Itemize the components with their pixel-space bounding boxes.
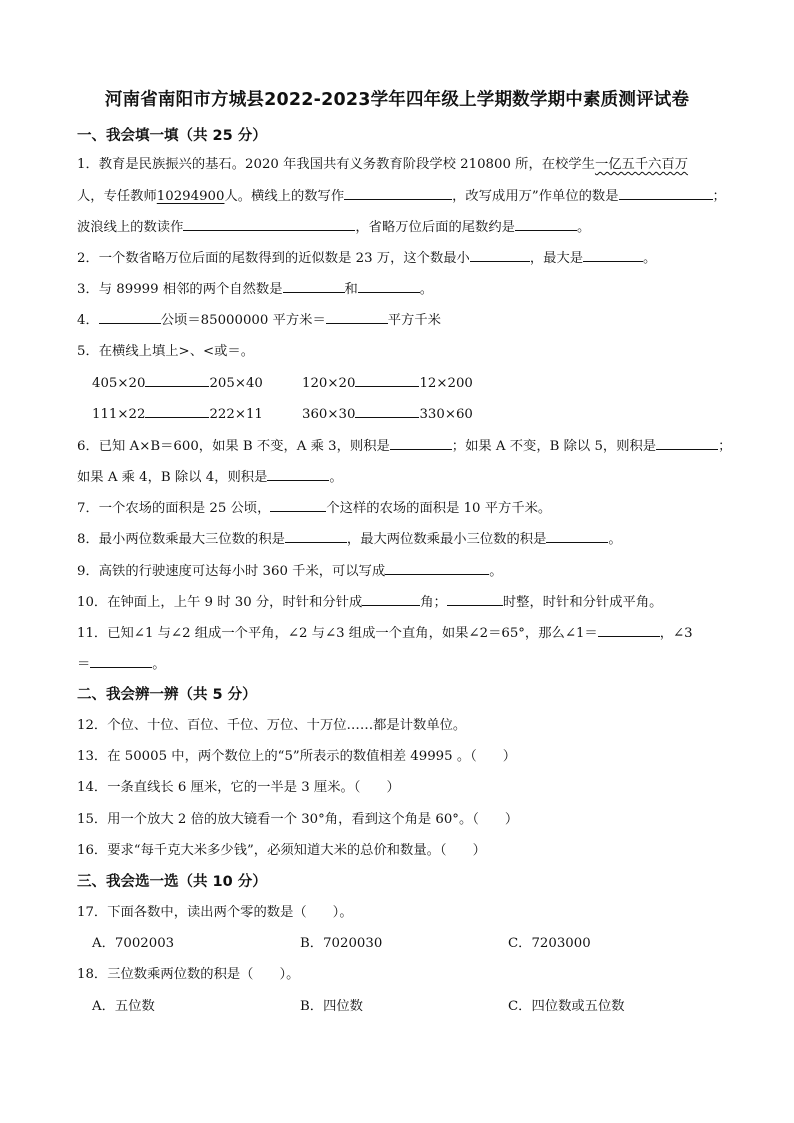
question-17: 17．下面各数中，读出两个零的数是（ ）。 xyxy=(77,905,353,920)
question-1-line-3: 波浪线上的数读作 ，省略万位后面的尾数约是 。 xyxy=(77,217,590,238)
wavy-underlined-number: 一亿五千六百万 xyxy=(594,157,689,172)
answer-blank[interactable] xyxy=(183,217,355,231)
question-7: 7．一个农场的面积是 25 公顷， 个这样的农场的面积是 10 平方千米。 xyxy=(77,498,551,519)
answer-blank[interactable] xyxy=(355,404,419,418)
section-heading-fill: 一、我会填一填（共 25 分） xyxy=(77,128,267,144)
option-c[interactable]: C．四位数或五位数 xyxy=(508,999,625,1014)
question-18: 18．三位数乘两位数的积是（ ）。 xyxy=(77,967,300,982)
question-9: 9．高铁的行驶速度可达每小时 360 千米，可以写成 。 xyxy=(77,561,503,582)
judge-question: 14．一条直线长 6 厘米，它的一半是 3 厘米。（ ） xyxy=(77,780,400,795)
page-title: 河南省南阳市方城县2022-2023学年四年级上学期数学期中素质测评试卷 xyxy=(104,90,690,110)
answer-blank[interactable] xyxy=(515,217,577,231)
option-c[interactable]: C．7203000 xyxy=(508,936,591,951)
question-1-line-2: 人，专任教师10294900人。横线上的数写作 ，改写成用万”作单位的数是 ； xyxy=(77,186,726,207)
answer-blank[interactable] xyxy=(546,529,608,543)
question-5: 5．在横线上填上>、<或＝。 xyxy=(77,344,255,359)
option-a[interactable]: A．五位数 xyxy=(92,999,155,1014)
answer-blank[interactable] xyxy=(270,498,326,512)
question-3: 3．与 89999 相邻的两个自然数是 和 。 xyxy=(77,279,433,300)
option-b[interactable]: B．四位数 xyxy=(300,999,363,1014)
answer-blank[interactable] xyxy=(385,561,489,575)
underlined-number: 10294900 xyxy=(156,189,225,204)
answer-blank[interactable] xyxy=(598,623,660,637)
question-1-line-1: 1．教育是民族振兴的基石。2020 年我国共有义务教育阶段学校 210800 所，在校学生一亿五千六百万 xyxy=(77,157,689,172)
judge-question: 12．个位、十位、百位、千位、万位、十万位……都是计数单位。 xyxy=(77,718,467,733)
answer-blank[interactable] xyxy=(99,310,161,324)
question-11-line-2: ＝ 。 xyxy=(77,654,166,675)
option-b[interactable]: B．7020030 xyxy=(300,936,383,951)
answer-blank[interactable] xyxy=(358,279,420,293)
compare-item: 111×22 222×11 xyxy=(92,404,263,425)
option-a[interactable]: A．7002003 xyxy=(92,936,175,951)
answer-blank[interactable] xyxy=(285,529,347,543)
question-2: 2．一个数省略万位后面的尾数得到的近似数是 23 万，这个数最小 ，最大是 。 xyxy=(77,248,656,269)
answer-blank[interactable] xyxy=(362,592,420,606)
question-6-line-2: 如果 A 乘 4，B 除以 4，则积是 。 xyxy=(77,467,343,488)
question-6-line-1: 6．已知 A×B＝600，如果 B 不变，A 乘 3，则积是 ；如果 A 不变，B 除以 5，则积是 ； xyxy=(77,436,731,457)
question-11-line-1: 11．已知∠1 与∠2 组成一个平角，∠2 与∠3 组成一个直角，如果∠2＝65°，那么∠1＝ ，∠3 xyxy=(77,623,693,644)
answer-blank[interactable] xyxy=(470,248,530,262)
answer-blank[interactable] xyxy=(90,654,152,668)
compare-item: 120×20 12×200 xyxy=(302,373,473,394)
section-heading-judge: 二、我会辨一辨（共 5 分） xyxy=(77,687,257,703)
answer-blank[interactable] xyxy=(283,279,345,293)
answer-blank[interactable] xyxy=(267,467,329,481)
answer-blank[interactable] xyxy=(145,404,209,418)
answer-blank[interactable] xyxy=(344,186,452,200)
answer-blank[interactable] xyxy=(390,436,452,450)
compare-item: 360×30 330×60 xyxy=(302,404,473,425)
question-8: 8．最小两位数乘最大三位数的积是 ，最大两位数乘最小三位数的积是 。 xyxy=(77,529,622,550)
judge-question: 13．在 50005 中，两个数位上的“5”所表示的数值相差 49995 。（ ） xyxy=(77,749,517,764)
answer-blank[interactable] xyxy=(447,592,503,606)
answer-blank[interactable] xyxy=(145,373,209,387)
answer-blank[interactable] xyxy=(355,373,419,387)
judge-question: 16．要求“每千克大米多少钱”，必须知道大米的总价和数量。（ ） xyxy=(77,843,486,858)
answer-blank[interactable] xyxy=(326,310,388,324)
answer-blank[interactable] xyxy=(583,248,643,262)
section-heading-choose: 三、我会选一选（共 10 分） xyxy=(77,874,267,890)
answer-blank[interactable] xyxy=(656,436,718,450)
compare-item: 405×20 205×40 xyxy=(92,373,263,394)
question-4: 4． 公顷＝85000000 平方米＝ 平方千米 xyxy=(77,310,441,331)
judge-question: 15．用一个放大 2 倍的放大镜看一个 30°角，看到这个角是 60°。（ ） xyxy=(77,812,519,827)
answer-blank[interactable] xyxy=(619,186,713,200)
question-10: 10．在钟面上，上午 9 时 30 分，时针和分针成 角； 时整，时针和分针成平角。 xyxy=(77,592,662,613)
